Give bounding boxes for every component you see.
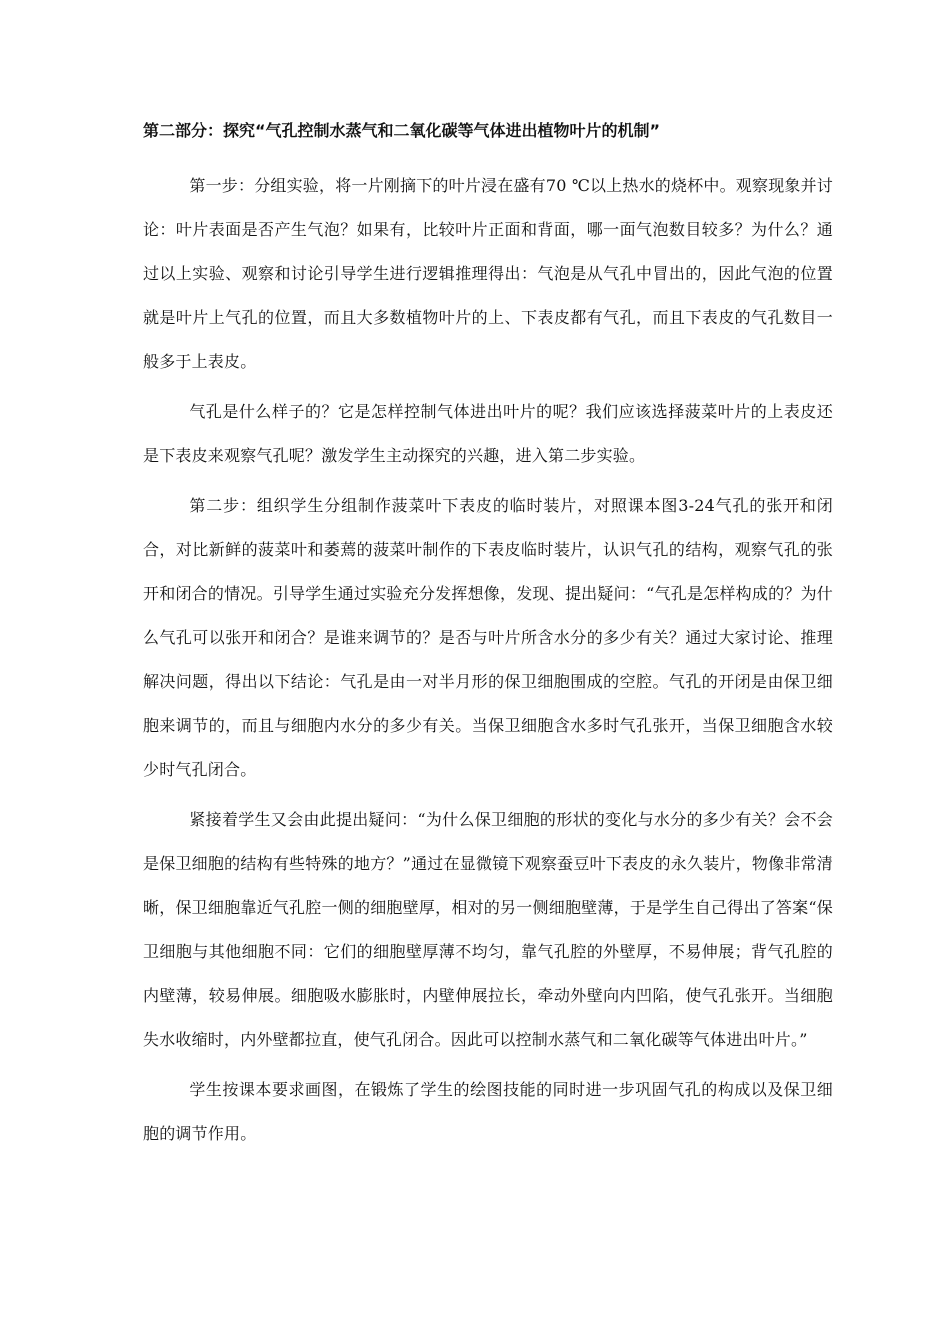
paragraph-drawing: 学生按课本要求画图，在锻炼了学生的绘图技能的同时进一步巩固气孔的构成以及保卫细胞的调节作用。: [143, 1080, 833, 1143]
paragraph-follow-up: 紧接着学生又会由此提出疑问：“为什么保卫细胞的形状的变化与水分的多少有关？会不会是保卫细胞的结构有些特殊的地方？”通过在显微镜下观察蚕豆叶下表皮的永久装片，物像非常清晰，保卫细胞靠近气孔腔一侧的细胞壁厚，相对的另一侧细胞壁薄，于是学生自己得出了答案“保卫细胞与其他细胞不同：它们的细胞壁厚薄不均匀，靠气孔腔的外壁厚，不易伸展；背气孔腔的内壁薄，较易伸展。细胞吸水膨胀时，内壁伸展拉长，牵动外壁向内凹陷，使气孔张开。当细胞失水收缩时，内外壁都拉直，使气孔闭合。因此可以控制水蒸气和二氧化碳等气体进出叶片。”: [143, 810, 833, 1049]
paragraph-step-two: 第二步：组织学生分组制作菠菜叶下表皮的临时装片，对照课本图3-24气孔的张开和闭合，对比新鲜的菠菜叶和萎蔫的菠菜叶制作的下表皮临时装片，认识气孔的结构，观察气孔的张开和闭合的情况。引导学生通过实验充分发挥想像，发现、提出疑问：“气孔是怎样构成的？为什么气孔可以张开和闭合？是谁来调节的？是否与叶片所含水分的多少有关？通过大家讨论、推理解决问题，得出以下结论：气孔是由一对半月形的保卫细胞围成的空腔。气孔的开闭是由保卫细胞来调节的，而且与细胞内水分的多少有关。当保卫细胞含水多时气孔张开，当保卫细胞含水较少时气孔闭合。: [143, 496, 833, 779]
document-page: [143, 118, 833, 1162]
paragraph-step-one: 第一步：分组实验，将一片刚摘下的叶片浸在盛有70 ℃以上热水的烧杯中。观察现象并讨论：叶片表面是否产生气泡？如果有，比较叶片正面和背面，哪一面气泡数目较多？为什么？通过以上实验、观察和讨论引导学生进行逻辑推理得出：气泡是从气孔中冒出的，因此气泡的位置就是叶片上气孔的位置，而且大多数植物叶片的上、下表皮都有气孔，而且下表皮的气孔数目一般多于上表皮。: [143, 176, 833, 371]
section-heading: 第二部分：探究“气孔控制水蒸气和二氧化碳等气体进出植物叶片的机制”: [143, 121, 661, 140]
paragraph-question: 气孔是什么样子的？它是怎样控制气体进出叶片的呢？我们应该选择菠菜叶片的上表皮还是下表皮来观察气孔呢？激发学生主动探究的兴趣，进入第二步实验。: [143, 402, 833, 465]
